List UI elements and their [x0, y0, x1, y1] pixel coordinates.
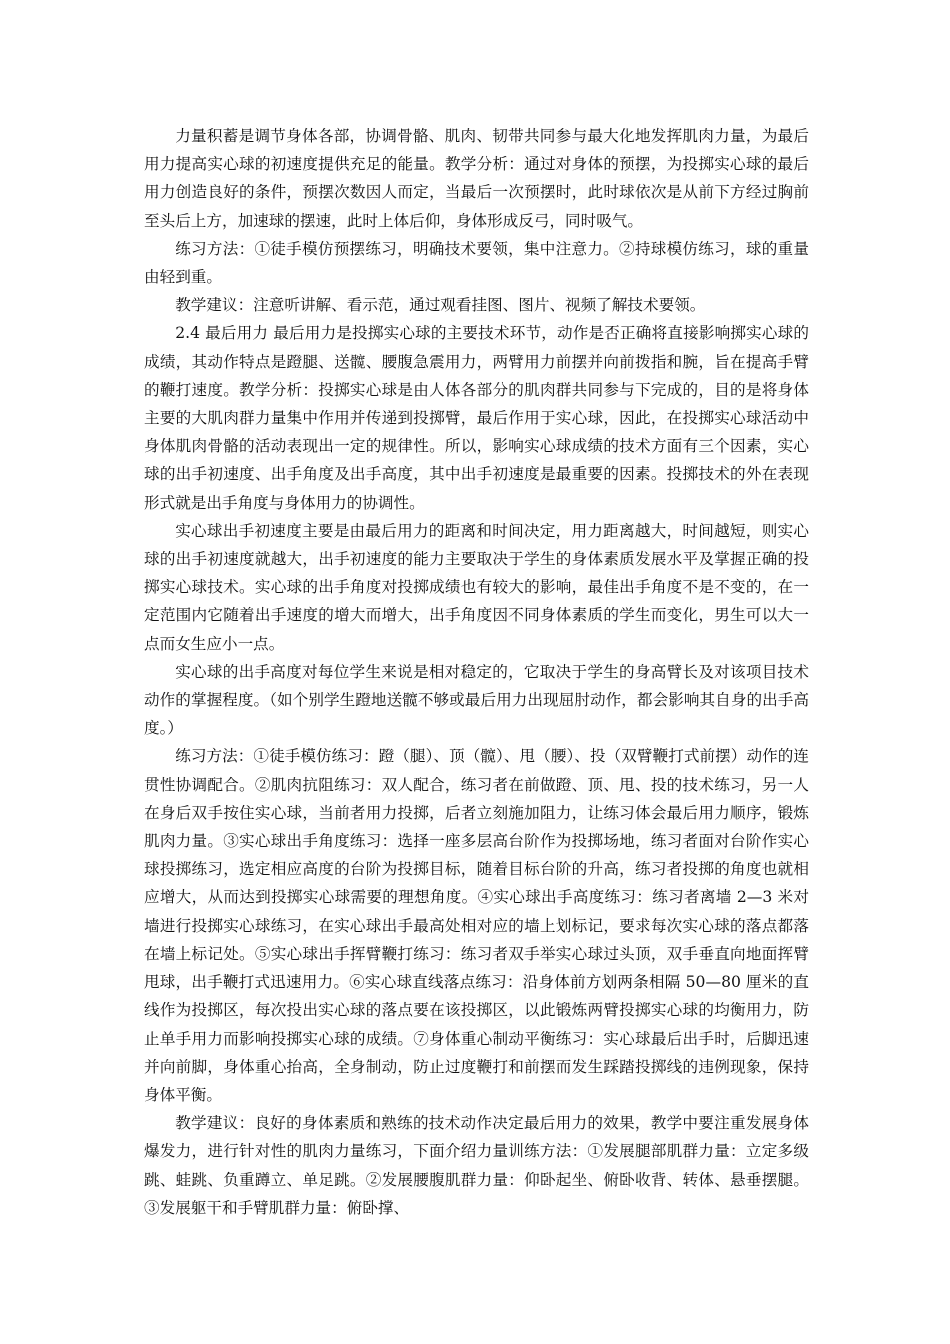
paragraph-release-speed: 实心球出手初速度主要是由最后用力的距离和时间决定，用力距离越大，时间越短，则实心球的出手初速度就越大，出手初速度的能力主要取决于学生的身体素质发展水平及掌握正确的投掷实心球技术。实心球的出手角度对投掷成绩也有较大的影响，最佳出手角度不是不变的，在一定范围内它随着出手速度的增大而增大，出手角度因不同身体素质的学生而变化，男生可以大一点而女生应小一点。 [144, 521, 809, 653]
paragraph-release-height: 实心球的出手高度对每位学生来说是相对稳定的，它取决于学生的身高臂长及对该项目技术动作的掌握程度。（如个别学生蹬地送髋不够或最后用力出现屈肘动作，都会影响其自身的出手高度。） [144, 662, 809, 738]
paragraph-teaching-advice-2: 教学建议：良好的身体素质和熟练的技术动作决定最后用力的效果，教学中要注重发展身体爆发力，进行针对性的肌肉力量练习，下面介绍力量训练方法：①发展腿部肌群力量：立定多级跳、蛙跳、负重蹲立、单足跳。②发展腰腹肌群力量：仰卧起坐、俯卧收背、转体、悬垂摆腿。③发展躯干和手臂肌群力量：俯卧撑、 [144, 1114, 809, 1217]
paragraph-practice-method-1: 练习方法：①徒手模仿预摆练习，明确技术要领，集中注意力。②持球模仿练习，球的重量由轻到重。 [144, 239, 809, 287]
paragraph-practice-method-2: 练习方法：①徒手模仿练习：蹬（腿）、顶（髋）、甩（腰）、投（双臂鞭打式前摆）动作的连贯性协调配合。②肌肉抗阻练习：双人配合，练习者在前做蹬、顶、甩、投的技术练习，另一人在身后双手按住实心球，当前者用力投掷，后者立刻施加阻力，让练习体会最后用力顺序，锻炼肌肉力量。③实心球出手角度练习：选择一座多层高台阶作为投掷场地，练习者面对台阶作实心球投掷练习，选定相应高度的台阶为投掷目标，随着目标台阶的升高，练习者投掷的角度也就相应增大，从而达到投掷实心球需要的理想角度。④实心球出手高度练习：练习者离墙 2—3 米对墙进行投掷实心球练习，在实心球出手最高处相对应的墙上划标记，要求每次实心球的落点都落在墙上标记处。⑤实心球出手挥臂鞭打练习：练习者双手举实心球过头顶，双手垂直向地面挥臂甩球，出手鞭打式迅速用力。⑥实心球直线落点练习：沿身体前方划两条相隔 50—80 厘米的直线作为投掷区，每次投出实心球的落点要在该投掷区，以此锻炼两臂投掷实心球的均衡用力，防止单手用力而影响投掷实心球的成绩。⑦身体重心制动平衡练习：实心球最后出手时，后脚迅速并向前脚，身体重心抬高，全身制动，防止过度鞭打和前摆而发生踩踏投掷线的违例现象，保持身体平衡。 [144, 747, 809, 1104]
paragraph-final-force: 2.4 最后用力 最后用力是投掷实心球的主要技术环节，动作是否正确将直接影响掷实心球的成绩，其动作特点是蹬腿、送髋、腰腹急震用力，两臂用力前摆并向前拨指和腕，旨在提高手臂的鞭打速度。教学分析：投掷实心球是由人体各部分的肌肉群共同参与下完成的，目的是将身体主要的大肌肉群力量集中作用并传递到投掷臂，最后作用于实心球，因此，在投掷实心球活动中身体肌肉骨骼的活动表现出一定的规律性。所以，影响实心球成绩的技术方面有三个因素，实心球的出手初速度、出手角度及出手高度，其中出手初速度是最重要的因素。投掷技术的外在表现形式就是出手角度与身体用力的协调性。 [144, 324, 809, 512]
paragraph-force-accumulation: 力量积蓄是调节身体各部，协调骨骼、肌肉、韧带共同参与最大化地发挥肌肉力量，为最后用力提高实心球的初速度提供充足的能量。教学分析：通过对身体的预摆，为投掷实心球的最后用力创造良好的条件，预摆次数因人而定，当最后一次预摆时，此时球依次是从前下方经过胸前至头后上方，加速球的摆速，此时上体后仰，身体形成反弓，同时吸气。 [144, 127, 809, 230]
document-body [144, 122, 809, 1222]
paragraph-teaching-advice-1: 教学建议：注意听讲解、看示范，通过观看挂图、图片、视频了解技术要领。 [175, 296, 706, 315]
